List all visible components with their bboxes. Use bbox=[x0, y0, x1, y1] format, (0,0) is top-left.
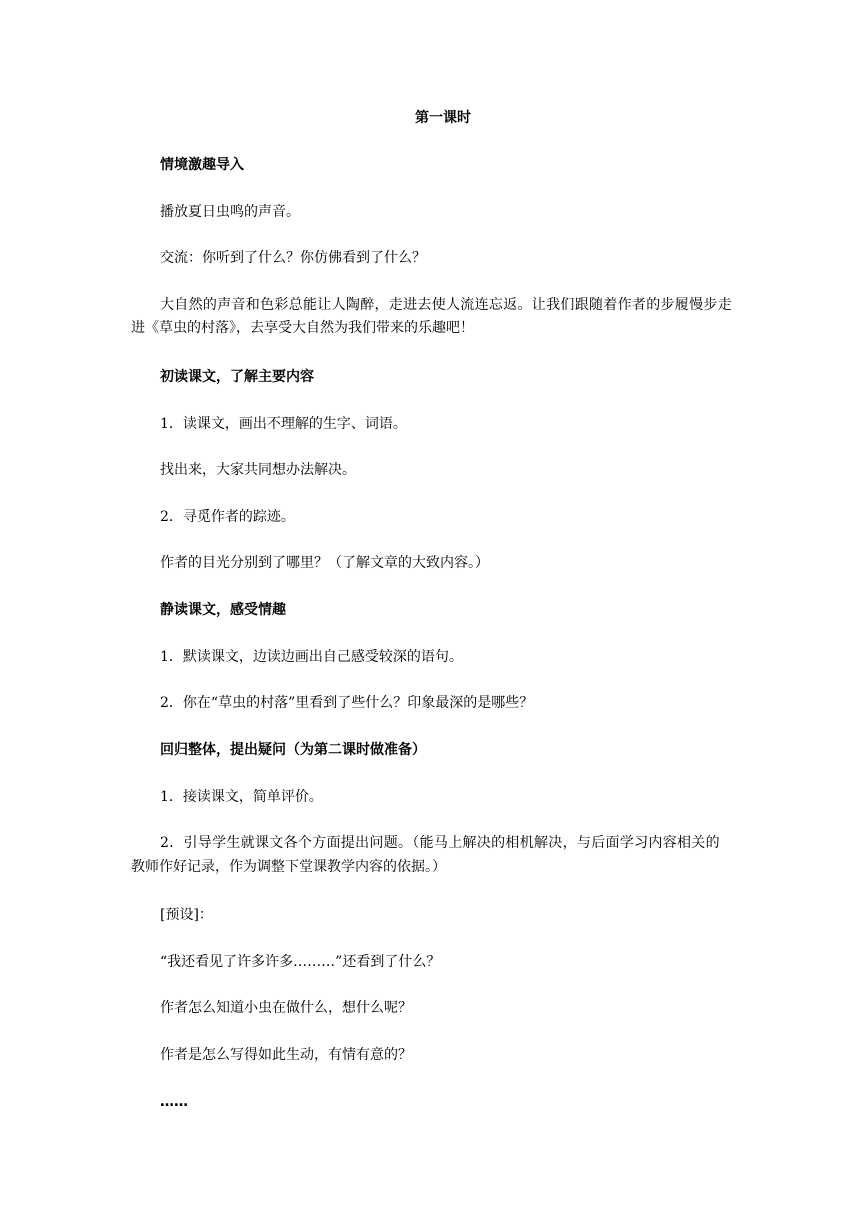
paragraph-line: 2．引导学生就课文各个方面提出问题。（能马上解决的相机解决，与后面学习内容相关的 bbox=[160, 835, 720, 851]
paragraph: 作者的目光分别到了哪里？（了解文章的大致内容。） bbox=[160, 555, 489, 571]
paragraph-line: 大自然的声音和色彩总能让人陶醉，走进去使人流连忘返。让我们跟随着作者的步履慢步走 bbox=[160, 297, 732, 313]
section-heading-questions: 回归整体，提出疑问（为第二课时做准备） bbox=[160, 742, 426, 758]
paragraph: 2．寻觅作者的踪迹。 bbox=[160, 509, 295, 525]
section-heading-silent-reading: 静读课文，感受情趣 bbox=[160, 602, 286, 618]
paragraph: 2．你在“草虫的村落”里看到了些什么？印象最深的是哪些？ bbox=[160, 695, 534, 711]
paragraph: 找出来，大家共同想办法解决。 bbox=[160, 462, 356, 478]
section-heading-first-reading: 初读课文，了解主要内容 bbox=[160, 369, 314, 385]
preset-label: [预设]： bbox=[160, 907, 213, 923]
paragraph: 1．读课文，画出不理解的生字、词语。 bbox=[160, 416, 407, 432]
paragraph: 播放夏日虫鸣的声音。 bbox=[160, 204, 300, 220]
paragraph: 交流：你听到了什么？你仿佛看到了什么？ bbox=[160, 250, 426, 266]
paragraph: 1．默读课文，边读边画出自己感受较深的语句。 bbox=[160, 649, 463, 665]
ellipsis: …… bbox=[160, 1094, 188, 1110]
paragraph-line: 进《草虫的村落》，去享受大自然为我们带来的乐趣吧！ bbox=[131, 320, 474, 336]
paragraph: 1．接读课文，简单评价。 bbox=[160, 789, 323, 805]
preset-question: 作者怎么知道小虫在做什么，想什么呢？ bbox=[160, 1000, 412, 1016]
lesson-title: 第一课时 bbox=[415, 110, 471, 126]
preset-question: “我还看见了许多许多………”还看到了什么？ bbox=[160, 954, 441, 970]
section-heading-intro: 情境激趣导入 bbox=[160, 157, 244, 173]
preset-question: 作者是怎么写得如此生动，有情有意的？ bbox=[160, 1047, 412, 1063]
paragraph-line: 教师作好记录，作为调整下堂课教学内容的依据。） bbox=[131, 859, 446, 875]
